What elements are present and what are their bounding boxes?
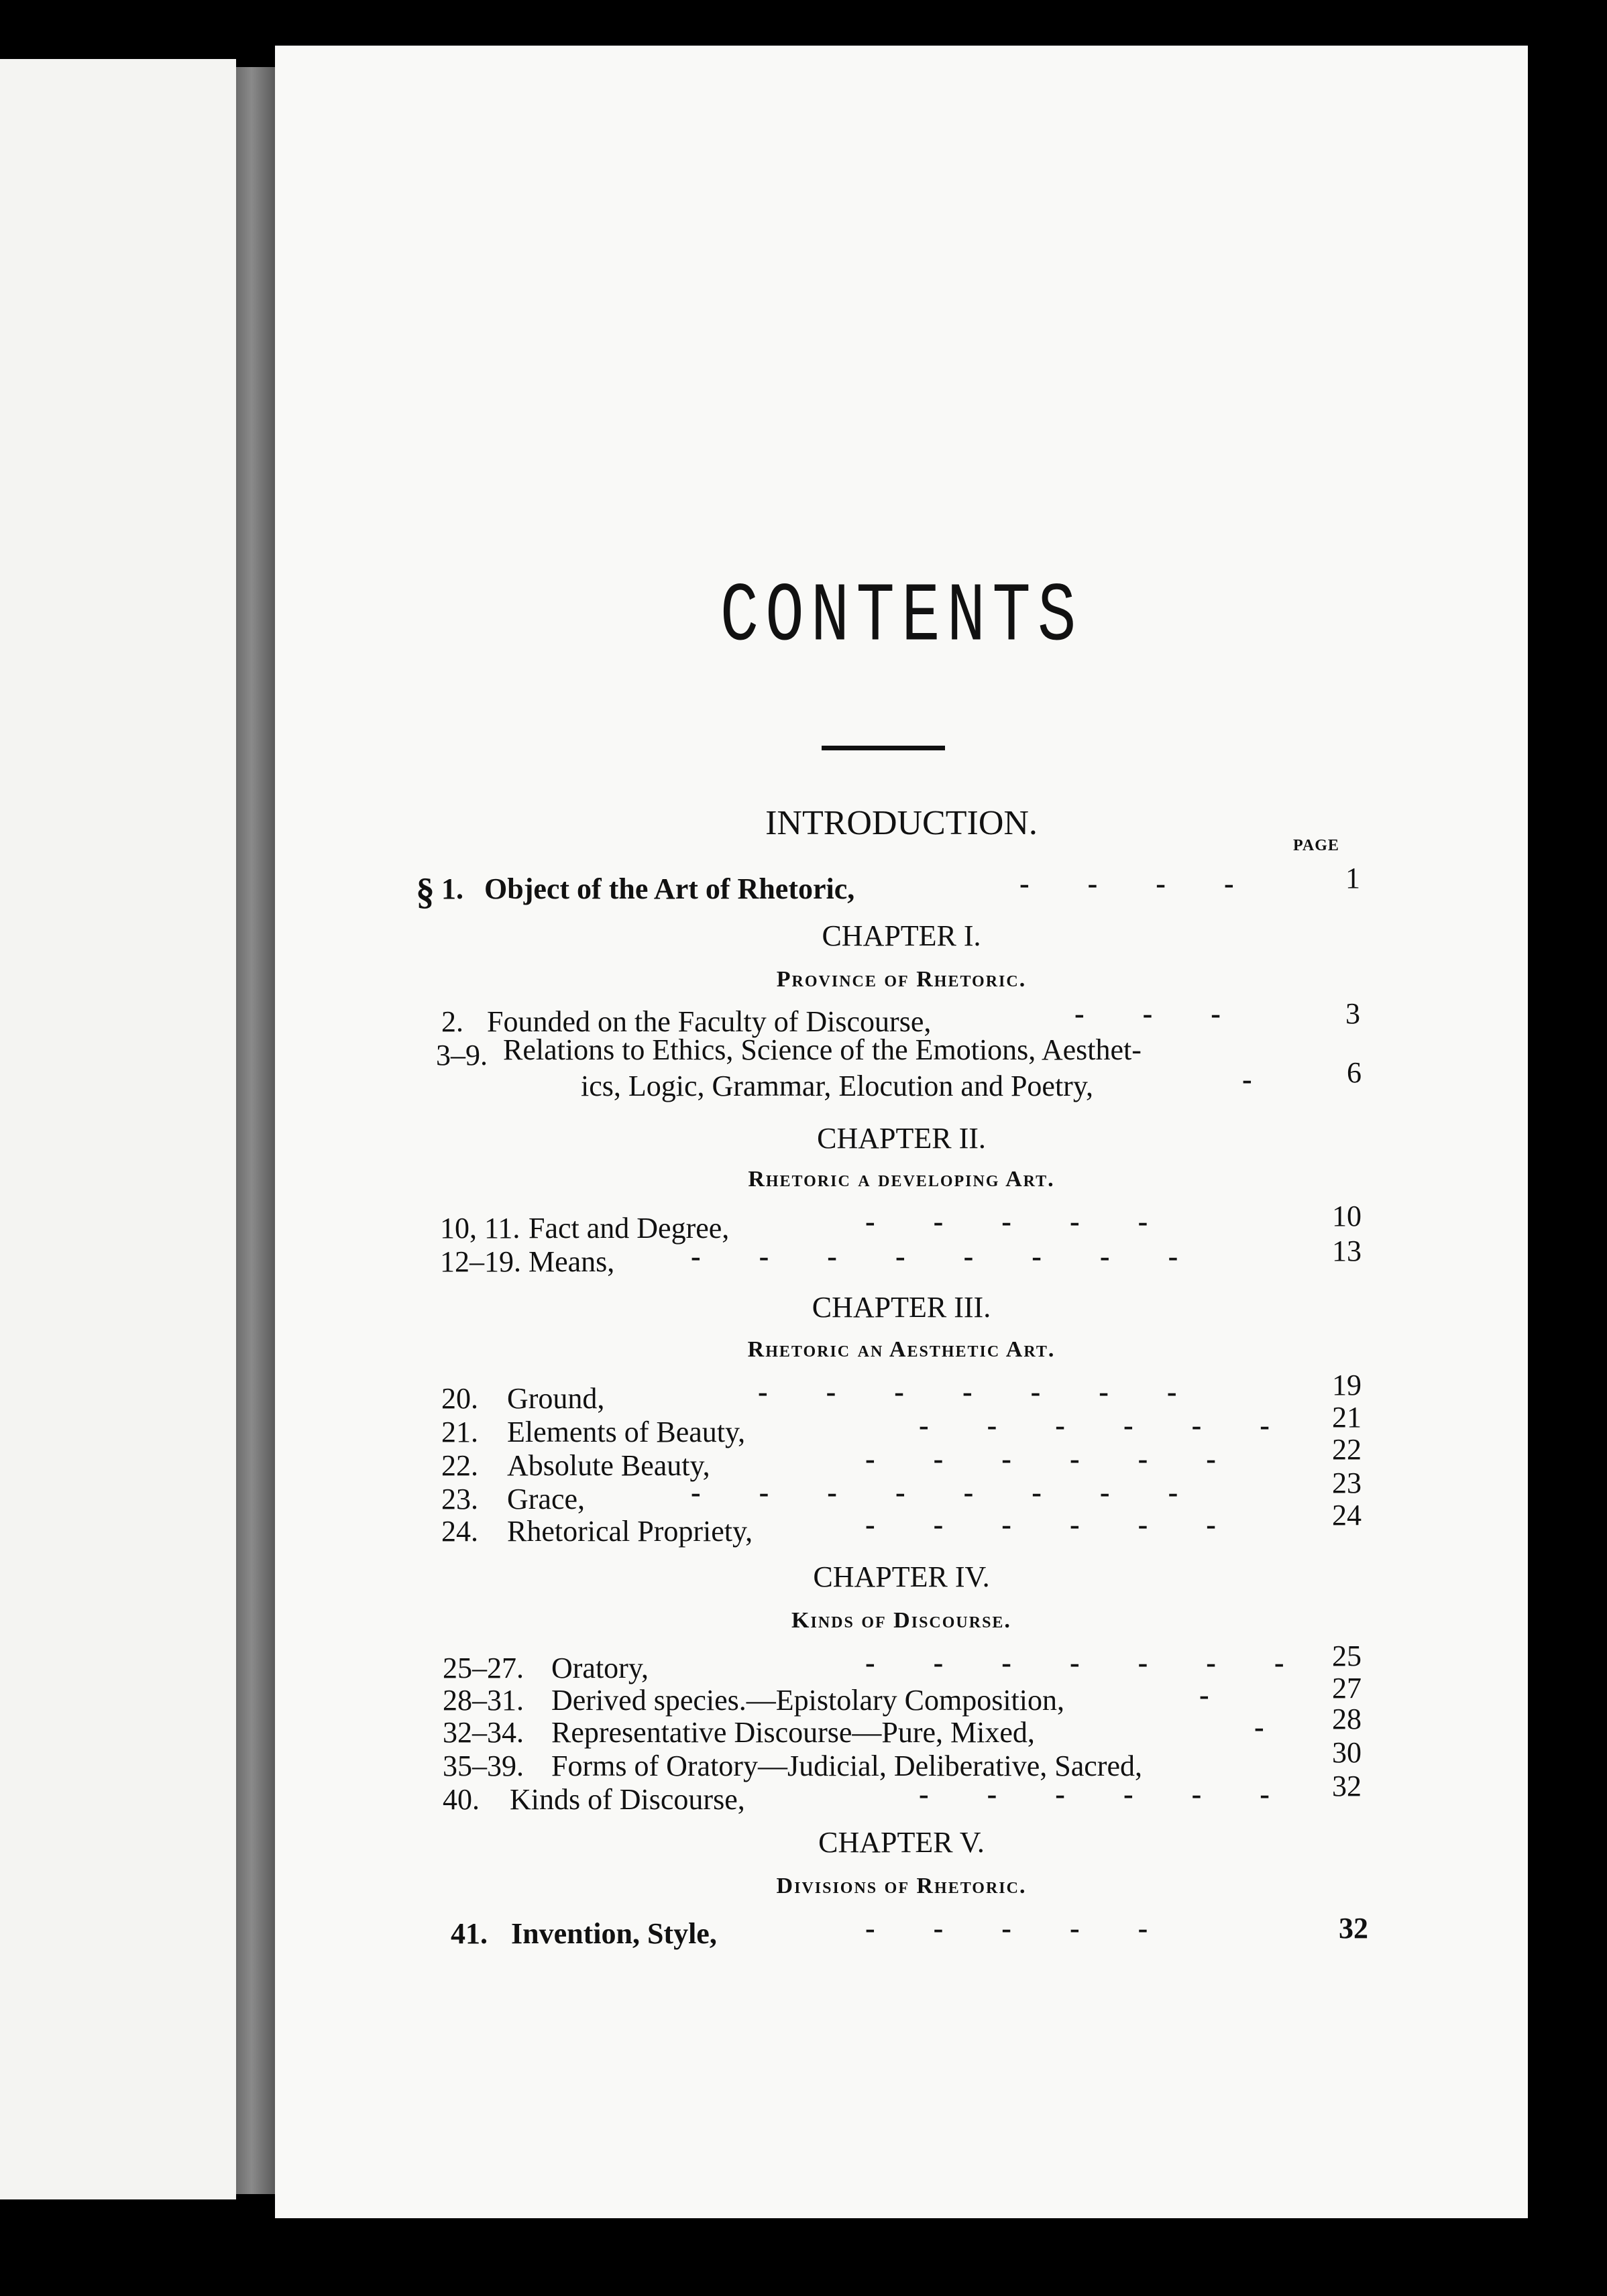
toc-entry-title[interactable]: Oratory, bbox=[551, 1652, 649, 1684]
toc-entry-title[interactable]: Founded on the Faculty of Discourse, bbox=[487, 1005, 932, 1038]
toc-entry-number: 32–34. bbox=[443, 1716, 524, 1749]
toc-entry-number: 1. bbox=[441, 872, 463, 905]
chapter-subtitle: Rhetoric a developing Art. bbox=[748, 1167, 1055, 1192]
toc-entry-number: 2. bbox=[441, 1005, 463, 1038]
toc-page-number: 19 bbox=[1332, 1369, 1362, 1401]
title-rule bbox=[822, 746, 945, 750]
toc-entry-title[interactable]: Invention, Style, bbox=[511, 1917, 717, 1950]
toc-page-number: 27 bbox=[1332, 1672, 1362, 1705]
chapter-subtitle: Rhetoric an Aesthetic Art. bbox=[747, 1337, 1056, 1362]
toc-entry-title[interactable]: Rhetorical Propriety, bbox=[507, 1515, 753, 1548]
toc-page-number: 24 bbox=[1332, 1499, 1362, 1532]
toc-entry-title[interactable]: Object of the Art of Rhetoric, bbox=[484, 872, 855, 905]
toc-entry-title[interactable]: Fact and Degree, bbox=[529, 1212, 730, 1245]
toc-entry-number: 3–9. bbox=[436, 1039, 488, 1072]
toc-entry-title[interactable]: Ground, bbox=[507, 1382, 605, 1415]
contents-page bbox=[275, 46, 1528, 2218]
toc-entry-title[interactable]: Kinds of Discourse, bbox=[510, 1783, 745, 1816]
toc-entry-number: 22. bbox=[441, 1449, 478, 1482]
chapter-heading: CHAPTER V. bbox=[818, 1826, 985, 1859]
toc-entry-number: 28–31. bbox=[443, 1684, 524, 1717]
leader-dots: - - - - bbox=[1019, 867, 1260, 900]
toc-page-number: 25 bbox=[1332, 1640, 1362, 1672]
toc-entry-title[interactable]: Means, bbox=[529, 1245, 615, 1278]
toc-entry-title[interactable]: Representative Discourse—Pure, Mixed, bbox=[551, 1716, 1035, 1749]
page-column-label: PAGE bbox=[1293, 837, 1339, 854]
toc-page-number: 21 bbox=[1332, 1401, 1362, 1434]
leader-dots: - bbox=[1199, 1678, 1235, 1711]
leader-dots: - - - - - - - - bbox=[691, 1476, 1204, 1509]
chapter-heading: CHAPTER II. bbox=[817, 1122, 986, 1155]
introduction-heading: INTRODUCTION. bbox=[765, 804, 1038, 842]
toc-page-number: 28 bbox=[1332, 1703, 1362, 1735]
chapter-subtitle: Province of Rhetoric. bbox=[776, 967, 1027, 992]
chapter-heading: CHAPTER IV. bbox=[813, 1560, 990, 1593]
toc-page-number: 23 bbox=[1332, 1467, 1362, 1499]
toc-entry-title[interactable]: Absolute Beauty, bbox=[507, 1449, 710, 1482]
toc-entry-title[interactable]: Forms of Oratory—Judicial, Deliberative, Sacred, bbox=[551, 1749, 1142, 1782]
toc-entry-number: 25–27. bbox=[443, 1652, 524, 1684]
toc-entry-number: 23. bbox=[441, 1483, 478, 1515]
toc-entry-number: 12–19. bbox=[440, 1245, 521, 1278]
facing-page bbox=[0, 59, 236, 2199]
toc-entry-title[interactable]: Derived species.—Epistolary Composition, bbox=[551, 1684, 1064, 1717]
toc-page-number: 32 bbox=[1339, 1912, 1368, 1945]
toc-entry-title[interactable]: Elements of Beauty, bbox=[507, 1416, 746, 1448]
leader-dots: - - - - - - bbox=[865, 1442, 1241, 1475]
leader-dots: - bbox=[1242, 1063, 1278, 1096]
leader-dots: - - - - - - - - bbox=[691, 1240, 1204, 1273]
leader-dots: - - - - - - - bbox=[865, 1646, 1310, 1679]
leader-dots: - - - bbox=[1074, 997, 1246, 1030]
section-mark: § bbox=[416, 871, 435, 913]
toc-page-number: 22 bbox=[1332, 1433, 1362, 1466]
book-gutter bbox=[236, 67, 275, 2194]
leader-dots: - - - - - - bbox=[919, 1409, 1295, 1442]
toc-page-number: 1 bbox=[1345, 862, 1360, 895]
chapter-heading: CHAPTER III. bbox=[812, 1291, 991, 1324]
toc-page-number: 6 bbox=[1347, 1056, 1362, 1089]
toc-page-number: 3 bbox=[1345, 997, 1360, 1030]
toc-entry-number: 41. bbox=[451, 1917, 488, 1950]
chapter-heading: CHAPTER I. bbox=[822, 919, 981, 952]
leader-dots: - - - - - - bbox=[919, 1778, 1295, 1811]
toc-entry-number: 24. bbox=[441, 1515, 478, 1548]
leader-dots: - - - - - bbox=[865, 1912, 1174, 1945]
leader-dots: - - - - - bbox=[865, 1205, 1174, 1238]
toc-entry-number: 40. bbox=[443, 1783, 480, 1816]
toc-entry-title[interactable]: Relations to Ethics, Science of the Emotions, Aesthet- bbox=[503, 1033, 1142, 1066]
toc-entry-title[interactable]: ics, Logic, Grammar, Elocution and Poetry, bbox=[581, 1070, 1093, 1102]
toc-entry-number: 21. bbox=[441, 1416, 478, 1448]
toc-page-number: 30 bbox=[1332, 1736, 1362, 1769]
leader-dots: - - - - - - - bbox=[758, 1375, 1203, 1408]
toc-page-number: 10 bbox=[1332, 1200, 1362, 1232]
leader-dots: - - - - - - bbox=[865, 1508, 1241, 1541]
chapter-subtitle: Kinds of Discourse. bbox=[791, 1608, 1011, 1633]
toc-page-number: 13 bbox=[1332, 1235, 1362, 1267]
chapter-subtitle: Divisions of Rhetoric. bbox=[776, 1874, 1027, 1898]
toc-entry-number: 35–39. bbox=[443, 1749, 524, 1782]
leader-dots: - bbox=[1254, 1711, 1290, 1743]
toc-entry-number: 10, 11. bbox=[440, 1212, 520, 1245]
page-title: CONTENTS bbox=[720, 569, 1083, 665]
toc-entry-number: 20. bbox=[441, 1382, 478, 1415]
toc-entry-title[interactable]: Grace, bbox=[507, 1483, 586, 1515]
toc-page-number: 32 bbox=[1332, 1770, 1362, 1802]
